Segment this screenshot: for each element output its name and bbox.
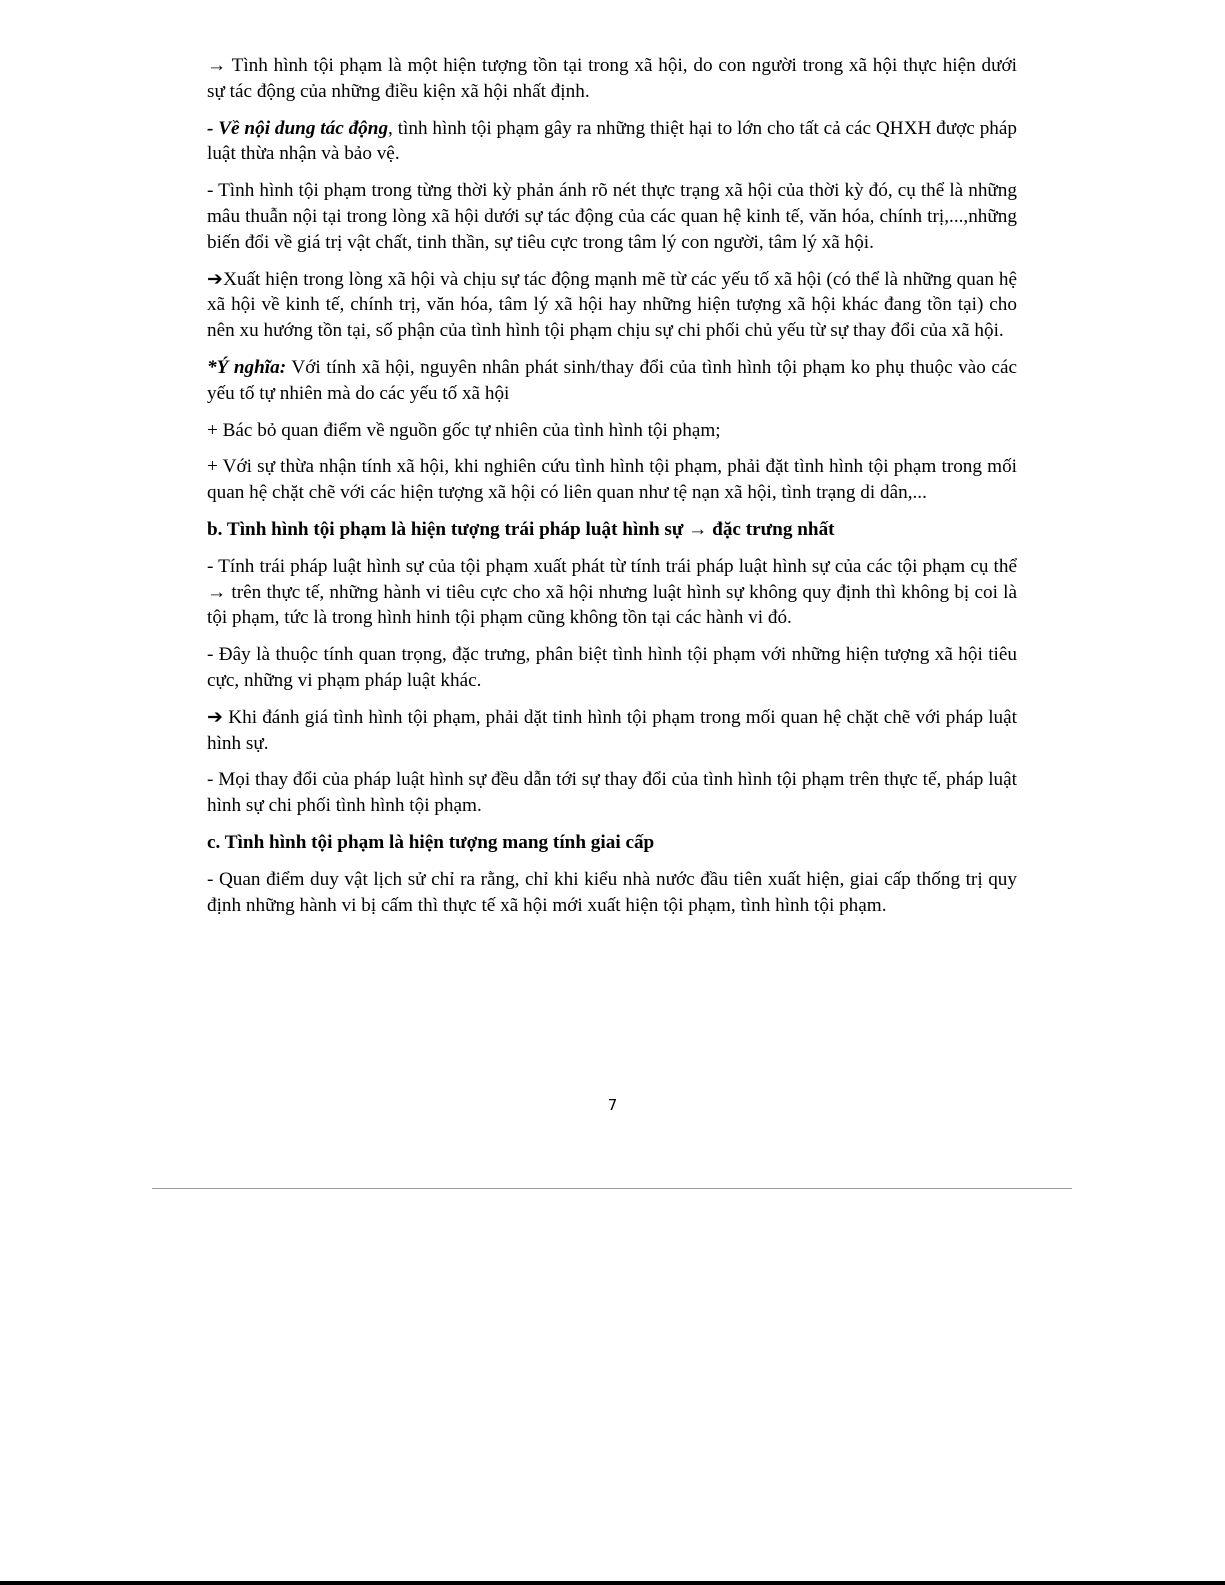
paragraph [207,418,1017,444]
page-divider [152,1188,1072,1189]
paragraph-text: , tình hình tội phạm gây ra những thiệt hại to lớn cho tất cả các QHXH được pháp luật thừa nhận và bảo vệ. [207,117,1017,165]
paragraph [207,867,1017,919]
paragraph [207,767,1017,819]
paragraph [207,267,1017,344]
paragraph [207,178,1017,255]
paragraph-text: → Tình hình tội phạm là một hiện tượng tồn tại trong xã hội, do con người trong xã hội thực hiện dưới sự tác động của những điều kiện xã hội nhất định. [207,55,1017,102]
section-heading [207,830,1017,856]
paragraph [207,705,1017,757]
paragraph-text: - Tính trái pháp luật hình sự của tội phạm xuất phát từ tính trái pháp luật hình sự của các tội phạm cụ thể → trên thực tế, những hành vi tiêu cực cho xã hội nhưng luật hình sự không quy định thì không bị coi là tội phạm, tức là trong hình hinh tội phạm cũng không tồn tại các hành vi đó. [207,555,1017,629]
paragraph-text: + Bác bỏ quan điểm về nguồn gốc tự nhiên của tình hình tội phạm; [207,419,721,441]
page-bottom-edge [0,1581,1225,1585]
paragraph-text: ➔ Khi đánh giá tình hình tội phạm, phải dặt tinh hình tội phạm trong mối quan hệ chặt chẽ với pháp luật hình sự. [207,706,1017,754]
paragraph-text: Với tính xã hội, nguyên nhân phát sinh/thay đổi của tình hình tội phạm ko phụ thuộc vào các yếu tố tự nhiên mà do các yếu tố xã hội [207,356,1017,404]
paragraph [207,642,1017,694]
page-number: 7 [607,1096,618,1114]
paragraph-lead: - Về nội dung tác động [207,117,389,139]
paragraph-lead: *Ý nghĩa: [207,356,287,378]
paragraph [207,116,1017,168]
section-heading [207,517,1017,543]
paragraph-text: - Mọi thay đổi của pháp luật hình sự đều dẫn tới sự thay đổi của tình hình tội phạm trên thực tế, pháp luật hình sự chi phối tình hình tội phạm. [207,769,1017,817]
paragraph-text: ➔Xuất hiện trong lòng xã hội và chịu sự tác động mạnh mẽ từ các yếu tố xã hội (có thể là những quan hệ xã hội về kinh tế, chính trị, văn hóa, tâm lý xã hội hay những hiện tượng xã hội khác đang tồn tại) cho nên xu hướng tồn tại, số phận của tình hình tội phạm chịu sự chi phối chủ yếu từ sự thay đổi của xã hội. [207,268,1017,342]
paragraph [207,355,1017,407]
paragraph-text: - Tình hình tội phạm trong từng thời kỳ phản ánh rõ nét thực trạng xã hội của thời kỳ đó, cụ thể là những mâu thuẫn nội tại trong lòng xã hội dưới sự tác động của các quan hệ kinh tế, văn hóa, chính trị,...,những biến đổi về giá trị vật chất, tinh thần, sự tiêu cực trong tâm lý con người, tâm lý xã hội. [207,180,1017,253]
paragraph-text: - Đây là thuộc tính quan trọng, đặc trưng, phân biệt tình hình tội phạm với những hiện tượng xã hội tiêu cực, những vi phạm pháp luật khác. [207,644,1017,691]
paragraph-text: - Quan điểm duy vật lịch sử chỉ ra rằng, chỉ khi kiểu nhà nước đầu tiên xuất hiện, giai cấp thống trị quy định những hành vi bị cấm thì thực tế xã hội mới xuất hiện tội phạm, tình hình tội phạm. [207,868,1017,916]
paragraph [207,454,1017,506]
paragraph [207,53,1017,105]
document-page [207,53,1017,929]
paragraph [207,554,1017,631]
paragraph-text: + Với sự thừa nhận tính xã hội, khi nghiên cứu tình hình tội phạm, phải đặt tình hình tội phạm trong mối quan hệ chặt chẽ với các hiện tượng xã hội có liên quan như tệ nạn xã hội, tình trạng di dân,... [207,456,1017,504]
section-heading-text: b. Tình hình tội phạm là hiện tượng trái pháp luật hình sự → đặc trưng nhất [207,518,835,540]
section-heading-text: c. Tình hình tội phạm là hiện tượng mang tính giai cấp [207,831,655,853]
